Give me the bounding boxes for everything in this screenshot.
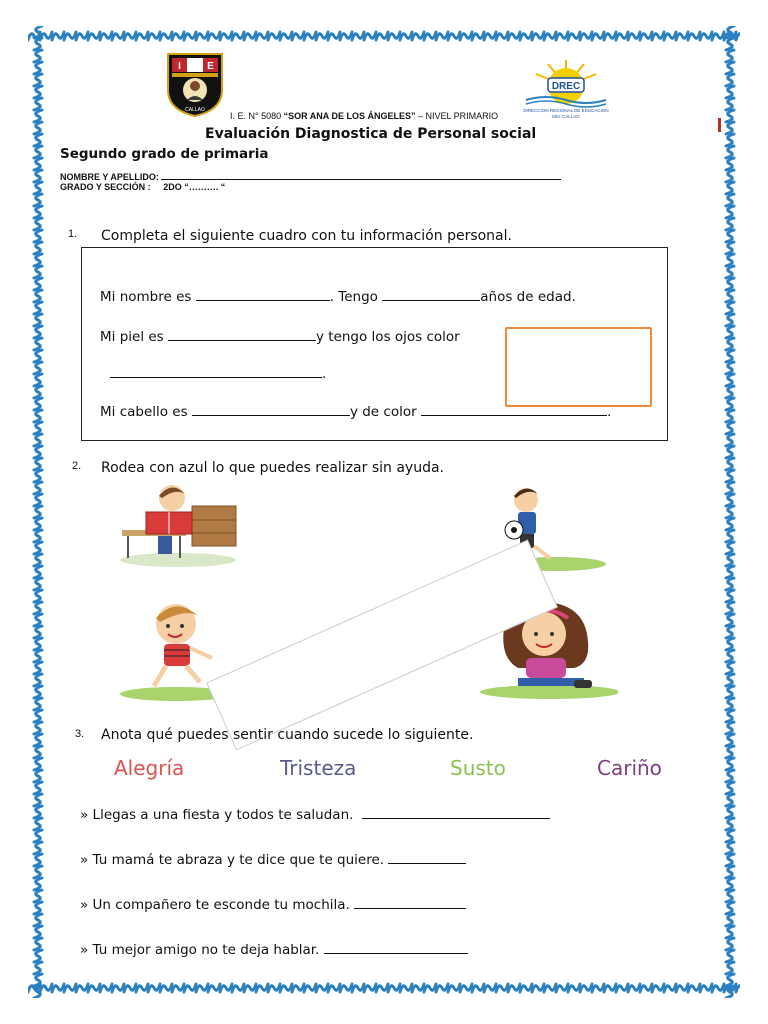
situation-item-3: » Un compañero te esconde tu mochila. bbox=[80, 897, 466, 913]
q1-line-eyes: . bbox=[110, 366, 326, 382]
question1-number: 1. bbox=[68, 228, 78, 240]
q1-line-name: Mi nombre es . Tengo años de edad. bbox=[100, 289, 576, 305]
situation-item-2: » Tu mamá te abraza y te dice que te quiere. bbox=[80, 852, 466, 868]
answer-blank-2 bbox=[388, 853, 466, 864]
decorative-border-bottom bbox=[28, 978, 740, 998]
answer-blank-4 bbox=[324, 943, 468, 954]
school-crest-logo bbox=[162, 52, 228, 118]
drawing-box bbox=[505, 327, 652, 407]
drec-logo bbox=[520, 56, 612, 120]
red-margin-mark bbox=[718, 118, 721, 132]
answer-blank-1 bbox=[362, 808, 550, 819]
name-field: NOMBRE Y APELLIDO: bbox=[60, 169, 561, 182]
boy-reading-illustration bbox=[114, 482, 242, 568]
emotion-affection: Cariño bbox=[597, 756, 662, 780]
decorative-border-top bbox=[28, 26, 740, 46]
situation-item-4: » Tu mejor amigo no te deja hablar. bbox=[80, 942, 468, 958]
question3-text: Anota qué puedes sentir cuando sucede lo siguiente. bbox=[101, 727, 474, 743]
question2-number: 2. bbox=[72, 460, 82, 472]
emotion-fear: Susto bbox=[450, 756, 506, 780]
drec-caption-2: DEL CALLAO bbox=[552, 114, 580, 119]
decorative-border-left bbox=[28, 26, 48, 998]
q1-line-hair: Mi cabello es y de color . bbox=[100, 404, 612, 420]
question2-text: Rodea con azul lo que puedes realizar sin ayuda. bbox=[101, 460, 444, 476]
emotion-joy: Alegría bbox=[114, 756, 185, 780]
question1-text: Completa el siguiente cuadro con tu información personal. bbox=[101, 228, 512, 244]
drec-caption-1: DIRECCION REGIONAL DE EDUCACION bbox=[523, 108, 609, 113]
drec-logo-text: DREC bbox=[551, 81, 581, 92]
page-subtitle: Segundo grado de primaria bbox=[60, 146, 269, 162]
emotion-sadness: Tristeza bbox=[280, 756, 357, 780]
decorative-border-right bbox=[720, 26, 740, 998]
question3-number: 3. bbox=[75, 728, 85, 740]
answer-blank-3 bbox=[354, 898, 466, 909]
grade-field: GRADO Y SECCIÓN : 2DO “………. “ bbox=[60, 182, 226, 192]
crest-caption: CALLAO bbox=[185, 107, 205, 113]
situation-item-1: » Llegas a una fiesta y todos te saludan. bbox=[80, 807, 550, 823]
svg-text:E: E bbox=[207, 61, 214, 72]
name-blank-line bbox=[161, 169, 561, 180]
school-line: I. E. N° 5080 “SOR ANA DE LOS ÁNGELES” – NIVEL PRIMARIO bbox=[230, 111, 499, 121]
q1-line-skin: Mi piel es y tengo los ojos color bbox=[100, 329, 460, 345]
svg-text:I: I bbox=[178, 61, 181, 72]
page-title: Evaluación Diagnostica de Personal social bbox=[205, 126, 537, 142]
